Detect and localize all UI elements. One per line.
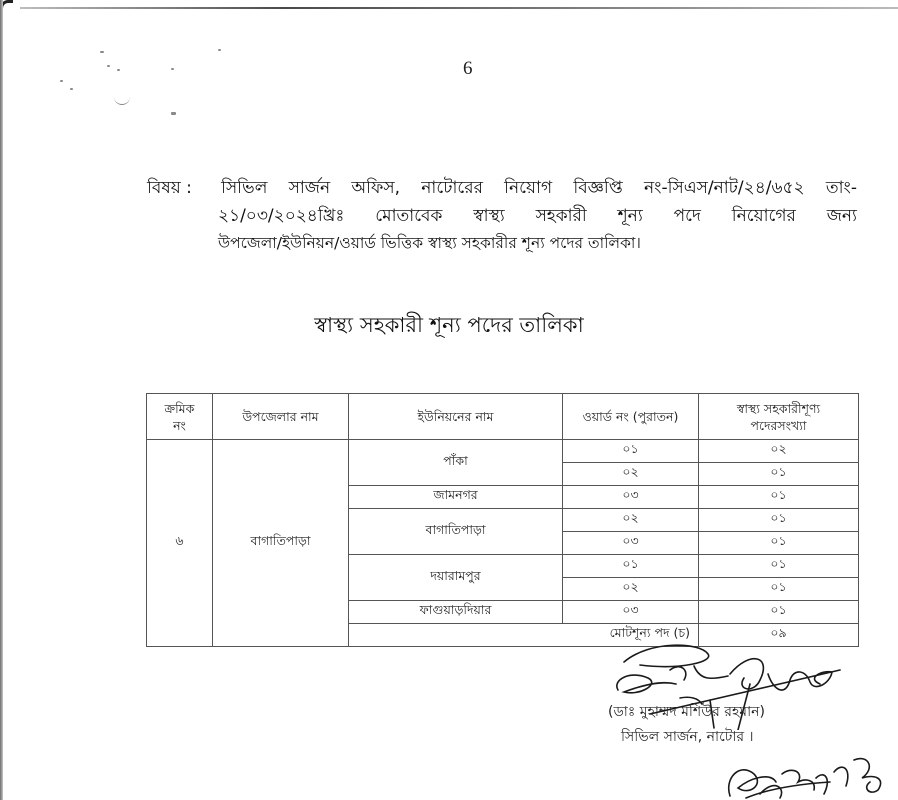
ward-cell: ০১	[563, 440, 699, 463]
memo-date: ২১/০৩/২০২৪খ্রিঃ	[218, 205, 345, 226]
scan-speck	[218, 49, 221, 51]
vacancy-table	[146, 393, 859, 647]
subject-word: নিয়োগ	[504, 178, 553, 198]
subject-word: সিভিল	[221, 178, 268, 198]
ward-cell: ০২	[563, 578, 699, 601]
union-cell: বাগাতিপাড়া	[349, 509, 563, 555]
initials-mark	[720, 748, 890, 800]
table-row	[147, 440, 859, 463]
ward-cell: ০৩	[563, 486, 699, 509]
memo-number: নং-সিএস/নাট/২৪/৬৫২	[644, 178, 805, 198]
union-cell: ফাগুয়াড়দিয়ার	[349, 601, 563, 624]
header-ward: ওয়ার্ড নং (পুরাতন)	[563, 394, 699, 440]
document-title: স্বাস্থ্য সহকারী শূন্য পদের তালিকা	[314, 313, 584, 337]
subject-label: বিষয় :	[147, 178, 192, 198]
vacancy-cell: ০১	[699, 463, 859, 486]
table-header-row	[147, 394, 859, 440]
subject-word: নিয়োগের	[731, 205, 796, 226]
subject-word: নাটোরের	[421, 178, 483, 198]
union-cell: জামনগর	[349, 486, 563, 509]
header-vacancy: স্বাস্থ্য সহকারীশূণ্য পদেরসংখ্যা	[699, 394, 859, 440]
scan-speck	[171, 112, 176, 115]
ward-cell: ০২	[563, 509, 699, 532]
scan-mark	[114, 96, 130, 105]
subject-line-2	[147, 203, 857, 231]
vacancy-cell: ০১	[699, 601, 859, 624]
subject-paragraph	[147, 175, 857, 258]
subject-word: তাং-	[825, 178, 857, 198]
scan-speck	[60, 80, 63, 82]
subject-word: মোতাবেক	[375, 205, 443, 226]
total-label: মোটশূন্য পদ (চ)	[349, 624, 699, 647]
ward-cell: ০৩	[563, 532, 699, 555]
scan-top-edge	[20, 7, 898, 9]
scan-speck	[70, 88, 73, 90]
subject-word: সার্জন	[288, 178, 331, 198]
vacancy-cell: ০২	[699, 440, 859, 463]
subject-word: বিজ্ঞপ্তি	[573, 178, 623, 198]
ward-cell: ০২	[563, 463, 699, 486]
scan-speck	[171, 68, 174, 70]
total-value: ০৯	[699, 624, 859, 647]
scan-speck	[117, 69, 120, 71]
vacancy-cell: ০১	[699, 555, 859, 578]
upazila-cell: বাগাতিপাড়া	[213, 440, 349, 647]
page-number: 6	[463, 58, 473, 79]
ward-cell: ০৩	[563, 601, 699, 624]
signatory-name: (ডাঃ মুহাম্মদ মশিউর রহমান)	[608, 704, 765, 720]
vacancy-cell: ০১	[699, 486, 859, 509]
union-cell: দয়ারামপুর	[349, 555, 563, 601]
subject-word: পদে	[673, 205, 701, 226]
scan-left-edge	[0, 0, 3, 800]
scan-speck	[107, 65, 110, 67]
header-union: ইউনিয়নের নাম	[349, 394, 563, 440]
subject-word: শূন্য	[617, 205, 643, 226]
subject-word: সহকারী	[535, 205, 587, 226]
subject-word: জন্য	[826, 205, 857, 226]
header-upazila: উপজেলার নাম	[213, 394, 349, 440]
ward-cell: ০১	[563, 555, 699, 578]
vacancy-cell: ০১	[699, 532, 859, 555]
union-cell: পাঁকা	[349, 440, 563, 486]
subject-text: উপজেলা/ইউনিয়ন/ওয়ার্ড ভিত্তিক স্বাস্থ্য সহকারীর শূন্য পদের তালিকা।	[218, 234, 641, 252]
signatory-designation: সিভিল সার্জন, নাটোর ।	[621, 729, 754, 745]
subject-word: অফিস,	[351, 178, 401, 198]
subject-line-3	[147, 230, 857, 258]
serial-cell: ৬	[147, 440, 213, 647]
subject-line-1	[147, 175, 857, 203]
header-serial: ক্রমিক নং	[147, 394, 213, 440]
vacancy-cell: ০১	[699, 509, 859, 532]
vacancy-cell: ০১	[699, 578, 859, 601]
subject-word: স্বাস্থ্য	[473, 205, 505, 226]
scan-speck	[100, 51, 104, 53]
